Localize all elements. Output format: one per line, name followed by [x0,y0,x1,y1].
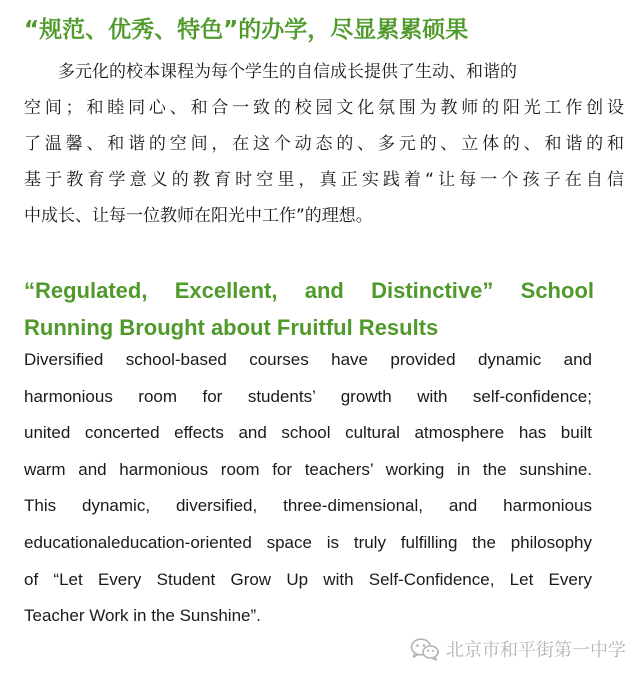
chinese-paragraph-line: 多元化的校本课程为每个学生的自信成长提供了生动、和谐的 [58,62,517,82]
english-paragraph-line: harmonious room for students’ growth with self-confidence; [24,386,592,406]
english-heading-line: Running Brought about Fruitful Results [24,315,439,340]
english-paragraph-line: Diversified school-based courses have provided dynamic and [24,350,592,369]
watermark-text: 北京市和平街第一中学 [446,640,626,661]
watermark [410,636,626,662]
chinese-heading: “规范、优秀、特色”的办学，尽显累累硕果 [24,17,469,43]
chinese-paragraph-line: 基于教育学意义的教育时空里，真正实践着“让每一个孩子在自信 [24,170,624,190]
chinese-paragraph-line: 中成长、让每一位教师在阳光中工作”的理想。 [24,206,373,226]
english-heading [24,272,594,346]
english-paragraph-line: Teacher Work in the Sunshine”. [24,606,261,626]
english-paragraph-line: warm and harmonious room for teachers’ working in the sunshine. [24,459,592,479]
english-paragraph-line: of “Let Every Student Grow Up with Self-Confidence, Let Every [24,569,592,589]
english-paragraph-line: This dynamic, diversified, three-dimensional, and harmonious [24,496,592,516]
english-paragraph-line: educationaleducation-oriented space is truly fulfilling the philosophy [24,532,592,552]
english-paragraph-line: united concerted effects and school cultural atmosphere has built [24,423,592,443]
chinese-paragraph-line: 了温馨、和谐的空间，在这个动态的、多元的、立体的、和谐的和 [24,134,624,154]
english-paragraph [24,342,592,635]
chinese-paragraph [24,54,624,234]
english-heading-line: “Regulated, Excellent, and Distinctive” School [24,278,594,303]
wechat-icon [410,637,440,661]
chinese-paragraph-line: 空间；和睦同心、和合一致的校园文化氛围为教师的阳光工作创设 [24,98,624,118]
